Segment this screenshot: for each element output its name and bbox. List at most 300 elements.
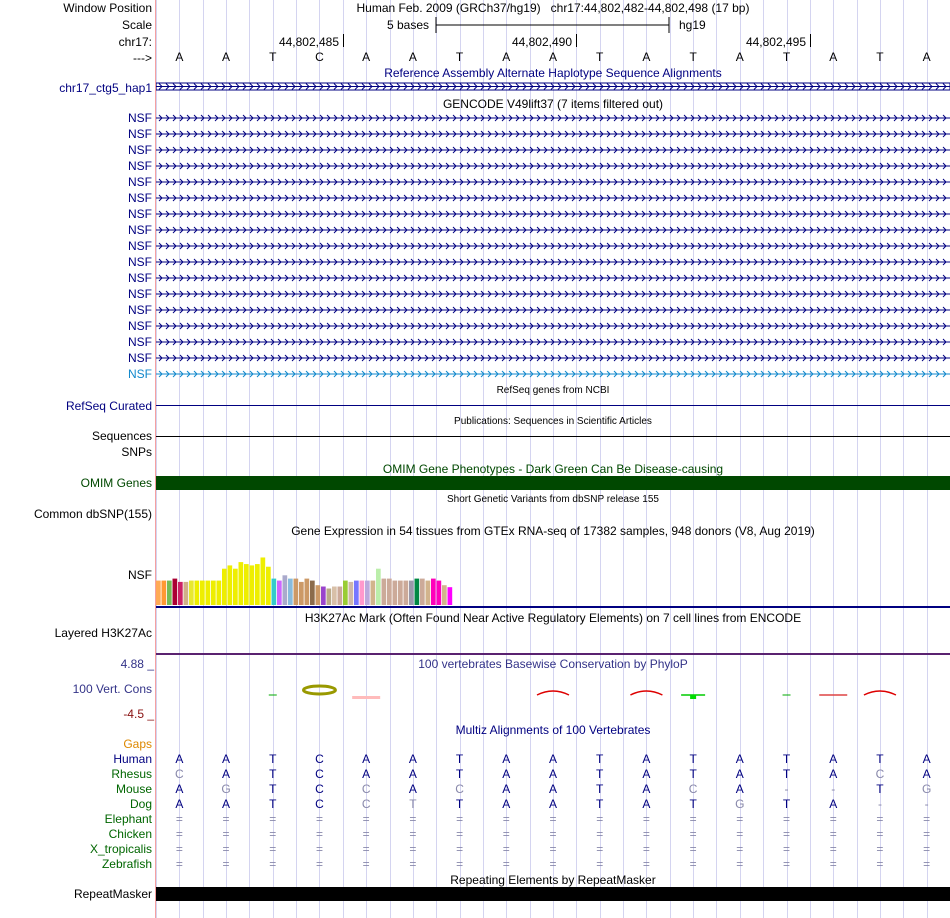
- alignment-base: A: [175, 752, 184, 766]
- gtex-bar[interactable]: [173, 579, 178, 605]
- alignment-base: T: [409, 797, 417, 811]
- window-position: [156, 1, 950, 15]
- alignment-base: =: [923, 827, 931, 841]
- alignment-base: T: [455, 767, 464, 781]
- gtex-bar[interactable]: [228, 565, 233, 605]
- gtex-bar[interactable]: [310, 581, 315, 605]
- alignment-base: =: [876, 812, 884, 826]
- alignment-base: =: [596, 812, 604, 826]
- gtex-bar[interactable]: [266, 567, 271, 605]
- gtex-bar[interactable]: [156, 581, 161, 605]
- conservation-min: -4.5 _: [123, 707, 154, 721]
- alignment-base: A: [922, 767, 931, 781]
- gtex-bar[interactable]: [239, 562, 244, 605]
- gencode-transcript-label[interactable]: NSF: [128, 351, 152, 365]
- gencode-title: GENCODE V49lift37 (7 items filtered out): [442, 97, 664, 111]
- gtex-label[interactable]: NSF: [128, 568, 152, 582]
- repeatmasker-label[interactable]: RepeatMasker: [73, 887, 152, 901]
- alignment-base: A: [735, 782, 744, 796]
- conservation-glyph: [630, 691, 662, 695]
- alignment-base: =: [923, 857, 931, 871]
- scale-bar: [430, 16, 680, 34]
- alignment-base: =: [689, 812, 697, 826]
- gtex-bar[interactable]: [222, 569, 227, 605]
- repeatmasker-feature[interactable]: [156, 887, 950, 901]
- alignment-base: -: [924, 797, 929, 811]
- conservation-glyph: [537, 691, 569, 695]
- alignment-base: =: [876, 827, 884, 841]
- alignment-base: A: [548, 782, 557, 796]
- conservation-title: 100 vertebrates Basewise Conservation by PhyloP: [418, 657, 688, 671]
- alignment-base: T: [596, 752, 604, 766]
- conservation-glyph: [303, 686, 335, 694]
- base-letter: A: [362, 50, 371, 64]
- window-position-label: Window Position: [63, 1, 152, 15]
- alignment-base: C: [315, 752, 324, 766]
- alignment-base: A: [642, 797, 651, 811]
- gencode-transcript[interactable]: [156, 257, 950, 267]
- alt-haplotype-label[interactable]: chr17_ctg5_hap1: [59, 81, 152, 95]
- alignment-base: T: [269, 782, 277, 796]
- base-letter: A: [642, 50, 651, 64]
- base-letter: T: [455, 50, 464, 64]
- alignment-base: =: [829, 857, 837, 871]
- alignment-base: T: [269, 767, 277, 781]
- gtex-bar[interactable]: [321, 587, 326, 605]
- alignment-base: A: [222, 797, 231, 811]
- alignment-base: =: [642, 842, 650, 856]
- alignment-base: =: [362, 842, 370, 856]
- alignment-base: =: [409, 812, 417, 826]
- alignment-base: =: [783, 857, 791, 871]
- alignment-base: C: [315, 797, 324, 811]
- alignment-base: =: [689, 827, 697, 841]
- conservation-graph[interactable]: [156, 680, 950, 708]
- alignment-base: =: [315, 842, 323, 856]
- gtex-bar[interactable]: [233, 569, 238, 605]
- gtex-bar[interactable]: [338, 587, 343, 605]
- gencode-transcript-label[interactable]: NSF: [128, 255, 152, 269]
- base-letter: T: [782, 50, 791, 64]
- publications-feature[interactable]: [156, 436, 950, 437]
- gtex-bar[interactable]: [426, 581, 431, 605]
- alignment-base: A: [408, 782, 417, 796]
- conservation-label[interactable]: 100 Vert. Cons: [72, 682, 152, 696]
- alignment-base: =: [829, 842, 837, 856]
- gtex-bar[interactable]: [255, 564, 260, 605]
- gencode-transcript[interactable]: [156, 321, 950, 331]
- alignment-base: A: [502, 782, 511, 796]
- base-letter: T: [269, 50, 277, 64]
- dbsnp-title: Short Genetic Variants from dbSNP release 155: [447, 494, 659, 505]
- alt-haplotype-title: Reference Assembly Alternate Haplotype Sequence Alignments: [384, 66, 722, 80]
- refseq-label[interactable]: RefSeq Curated: [65, 399, 152, 413]
- alignment-base: =: [222, 857, 230, 871]
- alignment-base: =: [736, 812, 744, 826]
- gtex-bar[interactable]: [382, 579, 387, 605]
- gencode-transcript[interactable]: [156, 241, 950, 251]
- gtex-bar[interactable]: [442, 585, 447, 605]
- alignment-base: =: [456, 827, 464, 841]
- alignment-base: C: [361, 797, 371, 811]
- gtex-bar[interactable]: [360, 581, 365, 605]
- alignment-base: T: [876, 782, 884, 796]
- gtex-bar[interactable]: [283, 575, 288, 605]
- alignment-base: =: [549, 827, 557, 841]
- alignment-base: G: [735, 797, 745, 811]
- alignment-base: A: [829, 797, 838, 811]
- species-label[interactable]: X_tropicalis: [89, 842, 152, 856]
- alignment-base: T: [455, 752, 464, 766]
- species-label[interactable]: Mouse: [115, 782, 152, 796]
- gtex-bar[interactable]: [211, 581, 216, 605]
- scale-text: 5 bases: [387, 18, 430, 32]
- gencode-transcript-label[interactable]: NSF: [128, 303, 152, 317]
- alignment-base: C: [361, 782, 371, 796]
- alignment-base: =: [596, 857, 604, 871]
- alignment-base: =: [315, 857, 323, 871]
- species-label[interactable]: Rhesus: [111, 767, 152, 781]
- alignment-base: =: [502, 827, 510, 841]
- alignment-base: T: [455, 797, 464, 811]
- gtex-bar[interactable]: [294, 579, 299, 605]
- gtex-bar[interactable]: [354, 581, 359, 605]
- alignment-base: C: [315, 767, 324, 781]
- gtex-bar[interactable]: [448, 587, 453, 605]
- alignment-base: =: [502, 857, 510, 871]
- alignment-base: =: [175, 857, 183, 871]
- alignment-base: =: [409, 827, 417, 841]
- gencode-transcript[interactable]: [156, 225, 950, 235]
- alignment-base: =: [269, 812, 277, 826]
- species-label[interactable]: Human: [113, 752, 152, 766]
- alignment-base: =: [315, 812, 323, 826]
- alignment-base: A: [642, 767, 651, 781]
- coordinate-tick: [810, 34, 811, 47]
- strand-label: --->: [133, 51, 152, 65]
- coordinate-label: 44,802,485: [278, 35, 339, 49]
- gtex-bar[interactable]: [332, 587, 337, 605]
- gencode-transcript-label[interactable]: NSF: [128, 127, 152, 141]
- gtex-bar[interactable]: [404, 581, 409, 605]
- h3k27ac-title: H3K27Ac Mark (Often Found Near Active Regulatory Elements) on 7 cell lines from ENCODE: [304, 611, 802, 625]
- alignment-base: A: [829, 752, 838, 766]
- gtex-bar[interactable]: [299, 582, 304, 605]
- gtex-bar[interactable]: [217, 581, 222, 605]
- alignment-base: =: [783, 827, 791, 841]
- gtex-bar[interactable]: [365, 581, 370, 605]
- alignment-base: A: [829, 767, 838, 781]
- alignment-base: C: [175, 767, 184, 781]
- alignment-base: A: [922, 752, 931, 766]
- gtex-bar[interactable]: [431, 579, 436, 605]
- coordinate-tick: [576, 34, 577, 47]
- base-letter: A: [922, 50, 931, 64]
- species-label[interactable]: Zebrafish: [101, 857, 152, 871]
- gtex-bar[interactable]: [200, 581, 205, 605]
- alignment-base: =: [783, 842, 791, 856]
- gencode-transcript-label[interactable]: NSF: [128, 111, 152, 125]
- alignment-base: =: [269, 857, 277, 871]
- gtex-bar[interactable]: [393, 581, 398, 605]
- alignment-base: A: [222, 752, 231, 766]
- conservation-glyph: [690, 695, 696, 699]
- alignment-base: =: [829, 827, 837, 841]
- gtex-bar[interactable]: [415, 579, 420, 605]
- alignment-base: =: [549, 812, 557, 826]
- gencode-transcript[interactable]: [156, 177, 950, 187]
- gtex-bar[interactable]: [376, 569, 381, 605]
- publications-label[interactable]: Sequences: [91, 429, 152, 443]
- alignment-base: C: [315, 782, 324, 796]
- conservation-glyph: [352, 696, 380, 699]
- gtex-bar[interactable]: [398, 581, 403, 605]
- alignment-base: =: [269, 842, 277, 856]
- base-letter: A: [502, 50, 511, 64]
- alignment-base: A: [502, 752, 511, 766]
- species-label[interactable]: Chicken: [108, 827, 152, 841]
- gencode-transcript-label[interactable]: NSF: [128, 319, 152, 333]
- omim-title: OMIM Gene Phenotypes - Dark Green Can Be Disease-causing: [382, 462, 724, 476]
- gencode-transcript-label[interactable]: NSF: [128, 191, 152, 205]
- publications-title: Publications: Sequences in Scientific Articles: [454, 416, 652, 427]
- gtex-bar[interactable]: [288, 579, 293, 605]
- scale-label: Scale: [121, 18, 152, 32]
- gtex-bar[interactable]: [305, 579, 310, 605]
- alignment-base: C: [688, 782, 698, 796]
- alignment-base: =: [175, 842, 183, 856]
- alignment-base: G: [921, 782, 932, 796]
- refseq-title: RefSeq genes from NCBI: [496, 385, 610, 396]
- alignment-base: =: [549, 857, 557, 871]
- alignment-base: =: [502, 842, 510, 856]
- alt-haplotype-feature[interactable]: [156, 82, 950, 92]
- alignment-base: =: [502, 812, 510, 826]
- alignment-base: T: [782, 797, 791, 811]
- alignment-base: =: [596, 842, 604, 856]
- alignment-base: =: [689, 857, 697, 871]
- gtex-bar[interactable]: [371, 581, 376, 605]
- alignment-base: -: [784, 782, 789, 796]
- species-label[interactable]: Elephant: [104, 812, 152, 826]
- h3k27ac-label[interactable]: Layered H3K27Ac: [54, 626, 152, 640]
- assembly-text: Human Feb. 2009 (GRCh37/hg19): [356, 1, 541, 15]
- gencode-transcript[interactable]: [156, 273, 950, 283]
- base-letter: T: [596, 50, 604, 64]
- alignment-base: A: [408, 752, 417, 766]
- base-letter: A: [735, 50, 744, 64]
- alignment-base: T: [689, 767, 697, 781]
- gtex-bar[interactable]: [420, 579, 425, 605]
- gtex-title: Gene Expression in 54 tissues from GTEx RNA-seq of 17382 samples, 948 donors (V8, Aug 2019): [291, 524, 815, 538]
- alignment-base: T: [782, 767, 791, 781]
- gtex-bar[interactable]: [316, 585, 321, 605]
- alignment-base: =: [642, 857, 650, 871]
- base-letter: A: [548, 50, 557, 64]
- alignment-base: C: [875, 767, 885, 781]
- conservation-max: 4.88 _: [120, 657, 154, 671]
- alignment-base: =: [876, 857, 884, 871]
- alignment-base: =: [829, 812, 837, 826]
- repeatmasker-title: Repeating Elements by RepeatMasker: [450, 873, 656, 887]
- gencode-transcript[interactable]: [156, 289, 950, 299]
- snps-label[interactable]: SNPs: [121, 445, 152, 459]
- gencode-transcript[interactable]: [156, 209, 950, 219]
- alignment-base: =: [923, 842, 931, 856]
- coordinate-label: 44,802,490: [511, 35, 572, 49]
- conservation-glyph: [864, 691, 896, 695]
- h3k27ac-separator: [156, 653, 950, 655]
- alignment-base: =: [642, 812, 650, 826]
- alignment-base: T: [596, 782, 604, 796]
- alignment-base: =: [222, 827, 230, 841]
- alignment-base: =: [222, 842, 230, 856]
- coordinate-label: 44,802,495: [745, 35, 806, 49]
- gtex-separator: [156, 606, 950, 608]
- alignment-base: =: [642, 827, 650, 841]
- gtex-bar[interactable]: [167, 581, 172, 605]
- gencode-transcript[interactable]: [156, 145, 950, 155]
- gencode-transcript-label[interactable]: NSF: [128, 207, 152, 221]
- alignment-base: A: [548, 767, 557, 781]
- alignment-base: A: [222, 767, 231, 781]
- gencode-transcript[interactable]: [156, 161, 950, 171]
- base-letter: A: [829, 50, 838, 64]
- gencode-transcript-label[interactable]: NSF: [128, 175, 152, 189]
- multiz-title: Multiz Alignments of 100 Vertebrates: [455, 723, 651, 737]
- gencode-transcript-label[interactable]: NSF: [128, 335, 152, 349]
- alignment-base: A: [175, 797, 184, 811]
- alignment-base: T: [269, 797, 277, 811]
- alignment-base: =: [456, 857, 464, 871]
- dbsnp-label[interactable]: Common dbSNP(155): [33, 507, 152, 521]
- alignment-base: T: [876, 752, 884, 766]
- gencode-transcript[interactable]: [156, 369, 950, 379]
- gtex-bar[interactable]: [206, 581, 211, 605]
- gencode-transcript[interactable]: [156, 305, 950, 315]
- alignment-base: =: [175, 812, 183, 826]
- species-label[interactable]: Dog: [129, 797, 152, 811]
- alignment-base: =: [362, 827, 370, 841]
- gencode-transcript-label[interactable]: NSF: [128, 271, 152, 285]
- alignment-base: T: [269, 752, 277, 766]
- alignment-base: T: [689, 752, 697, 766]
- alignment-base: =: [736, 842, 744, 856]
- gtex-bar[interactable]: [244, 564, 249, 605]
- base-letter: A: [408, 50, 417, 64]
- gtex-bar[interactable]: [189, 581, 194, 605]
- chrom-label: chr17:: [118, 35, 152, 49]
- gtex-bar[interactable]: [343, 581, 348, 605]
- alignment-base: A: [502, 797, 511, 811]
- alignment-base: A: [502, 767, 511, 781]
- gencode-transcript[interactable]: [156, 193, 950, 203]
- gtex-bar[interactable]: [162, 581, 167, 605]
- gtex-bar[interactable]: [250, 565, 255, 605]
- position-text: chr17:44,802,482-44,802,498 (17 bp): [550, 1, 750, 15]
- alignment-base: A: [735, 752, 744, 766]
- gencode-transcript-label[interactable]: NSF: [128, 367, 152, 381]
- gtex-bar[interactable]: [387, 579, 392, 605]
- alignment-base: A: [642, 782, 651, 796]
- base-letter: A: [222, 50, 231, 64]
- alignment-base: =: [456, 842, 464, 856]
- alignment-base: A: [548, 797, 557, 811]
- gtex-bar[interactable]: [178, 582, 183, 605]
- alignment-base: =: [409, 857, 417, 871]
- omim-label[interactable]: OMIM Genes: [80, 476, 152, 490]
- alignment-base: =: [783, 812, 791, 826]
- coordinate-tick: [343, 34, 344, 47]
- alignment-base: A: [408, 767, 417, 781]
- alignment-base: A: [362, 752, 371, 766]
- alignment-base: -: [877, 797, 882, 811]
- gencode-transcript[interactable]: [156, 129, 950, 139]
- gencode-transcript-label[interactable]: NSF: [128, 239, 152, 253]
- alignment-base: =: [549, 842, 557, 856]
- gtex-bar[interactable]: [261, 557, 266, 605]
- base-letter: T: [689, 50, 697, 64]
- gtex-bar[interactable]: [327, 589, 332, 606]
- alignment-base: T: [596, 797, 604, 811]
- gtex-bar[interactable]: [277, 581, 282, 605]
- alignment-base: =: [362, 812, 370, 826]
- gtex-bar[interactable]: [409, 581, 414, 605]
- alignment-base: -: [831, 782, 836, 796]
- alignment-base: T: [782, 752, 791, 766]
- alignment-base: A: [735, 767, 744, 781]
- alignment-base: G: [221, 782, 231, 796]
- refseq-feature[interactable]: [156, 405, 950, 406]
- gencode-transcript-label[interactable]: NSF: [128, 287, 152, 301]
- gaps-label[interactable]: Gaps: [123, 737, 152, 751]
- alignment-base: =: [736, 827, 744, 841]
- alignment-base: =: [923, 812, 931, 826]
- alignment-base: A: [175, 782, 184, 796]
- gtex-bar[interactable]: [184, 582, 189, 605]
- gencode-transcript-label[interactable]: NSF: [128, 143, 152, 157]
- alignment-base: =: [409, 842, 417, 856]
- alignment-base: =: [456, 812, 464, 826]
- alignment-base: =: [175, 827, 183, 841]
- alignment-base: T: [689, 797, 697, 811]
- base-letter: A: [175, 50, 184, 64]
- alignment-base: =: [596, 827, 604, 841]
- alignment-base: =: [315, 827, 323, 841]
- alignment-base: =: [222, 812, 230, 826]
- gtex-bar[interactable]: [437, 581, 442, 605]
- alignment-base: A: [642, 752, 651, 766]
- gencode-transcript[interactable]: [156, 113, 950, 123]
- alignment-base: =: [736, 857, 744, 871]
- alignment-base: =: [689, 842, 697, 856]
- omim-feature[interactable]: [156, 476, 950, 490]
- gencode-transcript[interactable]: [156, 353, 950, 363]
- gencode-transcript[interactable]: [156, 337, 950, 347]
- base-letter: T: [876, 50, 884, 64]
- gencode-transcript-label[interactable]: NSF: [128, 223, 152, 237]
- gtex-bar[interactable]: [195, 581, 200, 605]
- gencode-transcript-label[interactable]: NSF: [128, 159, 152, 173]
- gtex-bar[interactable]: [272, 579, 277, 605]
- alignment-base: T: [596, 767, 604, 781]
- gtex-bar[interactable]: [349, 582, 354, 605]
- alignment-base: A: [548, 752, 557, 766]
- gtex-barchart[interactable]: [156, 539, 556, 606]
- alignment-base: C: [455, 782, 464, 796]
- alignment-base: =: [362, 857, 370, 871]
- base-letter: C: [315, 50, 324, 64]
